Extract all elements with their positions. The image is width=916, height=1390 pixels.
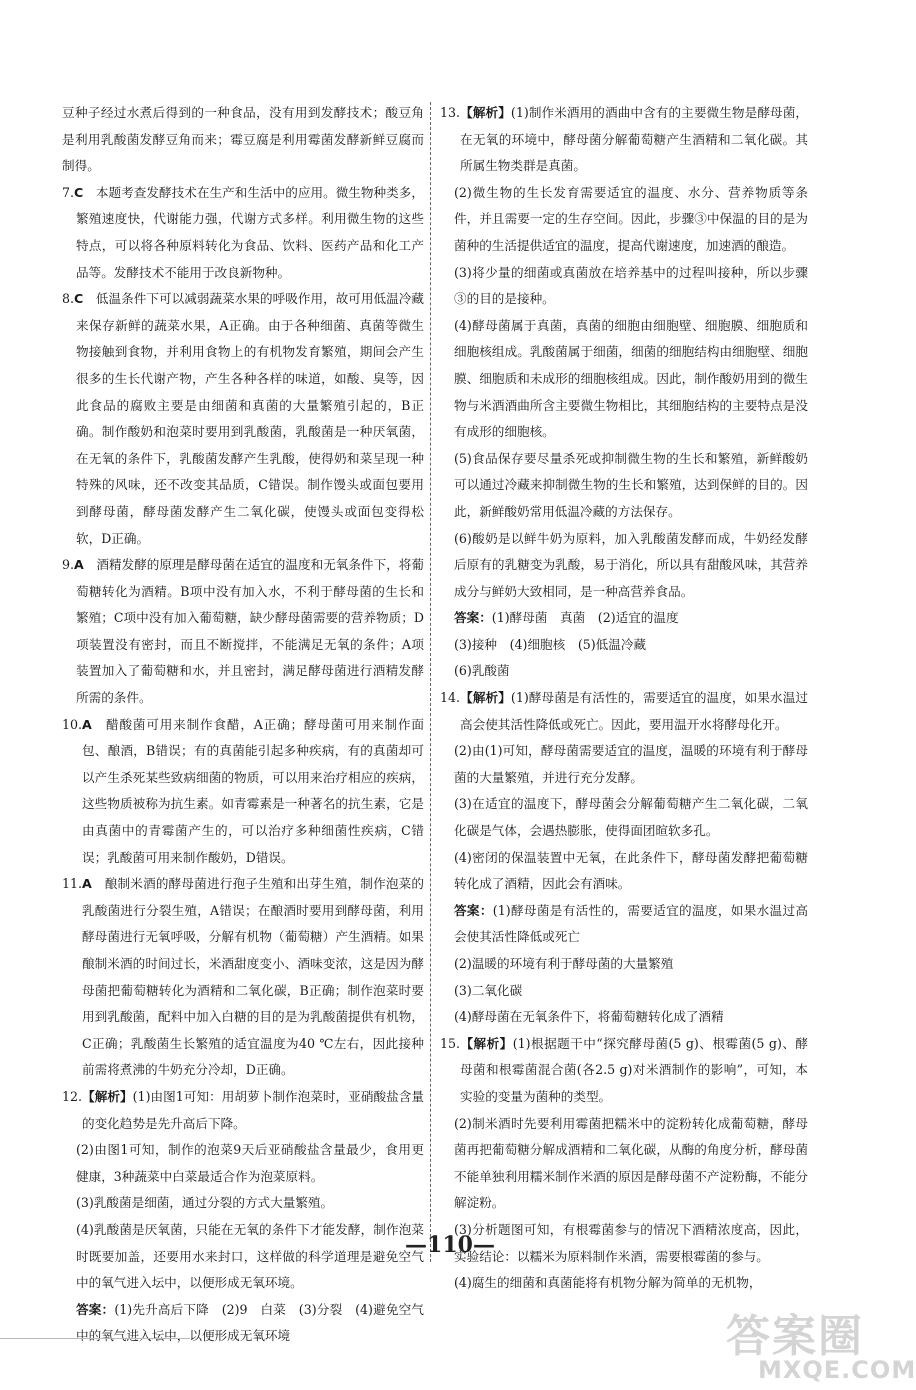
column-divider [430, 102, 431, 1262]
paragraph [440, 1111, 808, 1217]
paragraph [440, 685, 808, 738]
paragraph-text: 低温条件下可以减弱蔬菜水果的呼吸作用，故可用低温冷藏来保存新鲜的蔬菜水果，A正确。由于各种细菌、真菌等微生物接触到食物，并利用食物上的有机物发育繁殖，期间会产生很多的生长代谢产物，产生各种各样的味道，如酸、臭等，因此食品的腐败主要是由细菌和真菌的大量繁殖引起的，B正确。制作酸奶和泡菜时要用到乳酸菌，乳酸菌是一种厌氧菌，在无氧的条件下，乳酸菌发酵产生乳酸，使得奶和菜呈现一种特殊的风味，还不改变其品质，C错误。制作馒头或面包要用到酵母菌，酵母菌发酵产生二氧化碳，使馒头或面包变得松软，D正确。 [76, 291, 424, 546]
question-number: 8. [62, 291, 75, 307]
paragraph-text: (1)由图1可知：用胡萝卜制作泡菜时，亚硝酸盐含量的变化趋势是先升高后下降。 [82, 1088, 424, 1131]
paragraph [440, 791, 808, 844]
paragraph-text: (1)酵母菌是有活性的，需要适宜的温度，如果水温过高会使其活性降低或死亡 [454, 902, 809, 945]
paragraph-text: (4)酵母菌在无氧条件下，将葡萄糖转化成了酒精 [454, 1009, 724, 1025]
paragraph-text: (5)食品保存要尽量杀死或抑制微生物的生长和繁殖，新鲜酸奶可以通过冷藏来抑制微生物的生长和繁殖，达到保鲜的目的。因此，新鲜酸奶常用低温冷藏的方法保存。 [454, 450, 808, 519]
question-number: 11. [62, 876, 83, 892]
paragraph [62, 712, 424, 872]
watermark-url: MXQE.COM [758, 1356, 916, 1384]
paragraph [440, 313, 808, 446]
paragraph-text: (2)由(1)可知，酵母菌需要适宜的温度，温暖的环境有利于酵母菌的大量繁殖，并进行充分发酵。 [454, 743, 808, 785]
page-number: —110— [405, 1232, 495, 1258]
paragraph-text: (3)乳酸菌是细菌，通过分裂的方式大量繁殖。 [76, 1195, 334, 1211]
answer-key: 【解析】 [460, 1035, 513, 1051]
paragraph-text: (3)接种 (4)细胞核 (5)低温冷藏 [454, 636, 647, 652]
paragraph [440, 1270, 808, 1297]
paragraph-text: (1)酵母菌 真菌 (2)适宜的温度 [491, 610, 679, 626]
paragraph [440, 978, 808, 1005]
paragraph-text: (4)腐生的细菌和真菌能将有机物分解为简单的无机物， [454, 1275, 762, 1291]
answer-key: 答案： [454, 902, 493, 918]
paragraph-text: (3)将少量的细菌或真菌放在培养基中的过程叫接种，所以步骤③的目的是接种。 [454, 264, 808, 307]
answer-key: A [74, 557, 84, 573]
answer-key: 答案： [454, 610, 492, 626]
paragraph [62, 180, 424, 286]
paragraph-text: (1)根据题干中“探究酵母菌(5 g)、根霉菌(5 g)、酵母菌和根霉菌混合菌(各2.5 g)对米酒制作的影响”，可知，本实验的变量为菌种的类型。 [460, 1035, 808, 1104]
question-number: 13. [440, 105, 461, 120]
paragraph [440, 898, 808, 951]
paragraph-text: 本题考查发酵技术在生产和生活中的应用。微生物种类多，繁殖速度快，代谢能力强，代谢方式多样。利用微生物的这些特点，可以将各种原料转化为食品、饮料、医药产品和化工产品等。发酵技术不能用于改良新物种。 [76, 184, 424, 280]
question-number: 10. [62, 716, 83, 732]
paragraph-text: (2)温暖的环境有利于酵母菌的大量繁殖 [454, 956, 674, 971]
paragraph [440, 526, 808, 606]
paragraph-text: 豆种子经过水煮后得到的一种食品，没有用到发酵技术；酸豆角是利用乳酸菌发酵豆角而来；霉豆腐是利用霉菌发酵新鲜豆腐而制得。 [62, 105, 424, 174]
paragraph [440, 1031, 808, 1111]
answer-key: 【解析】 [82, 1088, 133, 1104]
paragraph-text: (2)由图1可知，制作的泡菜9天后亚硝酸盐含量最少，食用更健康，3种蔬菜中白菜最适合作为泡菜原料。 [76, 1142, 424, 1184]
paragraph-text: (4)酵母菌属于真菌，真菌的细胞由细胞壁、细胞膜、细胞质和细胞核组成。乳酸菌属于细菌，细菌的细胞结构由细胞壁、细胞膜、细胞质和未成形的细胞核组成。因此，制作酸奶用到的微生物与米酒酒曲所含主要微生物相比，其细胞结构的主要特点是没有成形的细胞核。 [454, 317, 808, 440]
footer-rule [0, 1338, 190, 1339]
answer-key: 【解析】 [460, 105, 511, 120]
paragraph [440, 738, 808, 791]
left-column [62, 100, 424, 1350]
question-number: 7. [62, 184, 75, 200]
paragraph-text: 酒精发酵的原理是酵母菌在适宜的温度和无氧条件下，将葡萄糖转化为酒精。B项中没有加入水，不利于酵母菌的生长和繁殖；C项中没有加入葡萄糖，缺少酵母菌需要的营养物质；D项装置没有密封，而且不断搅拌，不能满足无氧的条件；A项装置加入了葡萄糖和水，并且密封，满足酵母菌进行酒精发酵所需的条件。 [76, 557, 424, 706]
paragraph-text: (3)分析题图可知，有根霉菌参与的情况下酒精浓度高，因此，实验结论：以糯米为原料制作米酒，需要根霉菌的参与。 [454, 1221, 808, 1264]
paragraph-text: (6)乳酸菌 [454, 663, 510, 679]
right-column [440, 100, 808, 1297]
paragraph [440, 632, 808, 659]
paragraph-text: (1)酵母菌是有活性的，需要适宜的温度，如果水温过高会使其活性降低或死亡。因此，要用温开水将酵母化开。 [460, 690, 808, 732]
paragraph [440, 951, 808, 978]
paragraph [440, 180, 808, 260]
paragraph [440, 845, 808, 898]
paragraph-text: 醋酸菌可用来制作食醋，A正确；酵母菌可用来制作面包、酿酒，B错误；有的真菌能引起多种疾病，有的真菌却可以产生杀死某些致病细菌的物质，可以用来治疗相应的疾病，这些物质被称为抗生素。如青霉素是一种著名的抗生素，它是由真菌中的青霉菌产生的，可以治疗多种细菌性疾病，C错误；乳酸菌可用来制作酸奶，D错误。 [82, 716, 424, 865]
paragraph [62, 100, 424, 180]
answer-key: C [74, 184, 84, 200]
question-number: 14. [440, 690, 461, 706]
watermark-logo: 答案圈 [726, 1311, 864, 1362]
paragraph [62, 1190, 424, 1217]
answer-key: 答案： [76, 1301, 115, 1317]
paragraph-text: (1)制作米酒用的酒曲中含有的主要微生物是酵母菌，在无氧的环境中，酵母菌分解葡萄糖产生酒精和二氧化碳。其所属生物类群是真菌。 [460, 105, 808, 174]
paragraph [62, 1137, 424, 1190]
paragraph-text: (2)制米酒时先要利用霉菌把糯米中的淀粉转化成葡萄糖，酵母菌再把葡萄糖分解成酒精和二氧化碳，从酶的角度分析，酵母菌不能单独利用糯米制作米酒的原因是酵母菌不产淀粉酶，不能分解淀粉。 [454, 1115, 808, 1211]
paragraph [62, 552, 424, 712]
paragraph-text: 酿制米酒的酵母菌进行孢子生殖和出芽生殖，制作泡菜的乳酸菌进行分裂生殖，A错误；在酿酒时要用到酵母菌，利用酵母菌进行无氧呼吸，分解有机物（葡萄糖）产生酒精。如果酿制米酒的时间过长，米酒甜度变小、酒味变浓，这是因为酵母菌把葡萄糖转化为酒精和二氧化碳，B正确；制作泡菜时要用到乳酸菌，配料中加入白糖的目的是为乳酸菌提供有机物，C正确；乳酸菌生长繁殖的适宜温度为40 ℃左右，因此接种前需将煮沸的牛奶充分冷却，D正确。 [82, 876, 424, 1078]
paragraph [62, 871, 424, 1084]
paragraph-text: (3)二氧化碳 [454, 982, 523, 998]
paragraph-text: (6)酸奶是以鲜牛奶为原料，加入乳酸菌发酵而成，牛奶经发酵后原有的乳糖变为乳酸，易于消化，所以具有甜酸风味，其营养成分与鲜奶大致相同，是一种高营养食品。 [454, 530, 808, 599]
answer-key: A [82, 716, 92, 732]
question-number: 15. [440, 1035, 461, 1051]
answer-key: C [74, 291, 84, 307]
paragraph-text: (4)密闭的保温装置中无氧，在此条件下，酵母菌发酵把葡萄糖转化成了酒精，因此会有酒味。 [454, 849, 808, 892]
watermark [720, 1300, 916, 1388]
paragraph-text: (3)在适宜的温度下，酵母菌会分解葡萄糖产生二氧化碳，二氧化碳是气体，会遇热膨胀，使得面团暄软多孔。 [454, 796, 808, 839]
question-number: 12. [62, 1088, 83, 1104]
question-number: 9. [62, 557, 75, 573]
paragraph-text: (1)先升高后下降 (2)9 白菜 (3)分裂 (4)避免空气中的氧气进入坛中，以便形成无氧环境 [76, 1301, 425, 1344]
paragraph [440, 605, 808, 632]
paragraph [440, 1004, 808, 1031]
paragraph [440, 446, 808, 526]
answer-key: A [82, 876, 92, 892]
paragraph [440, 260, 808, 313]
paragraph [62, 1297, 424, 1350]
answer-key: 【解析】 [460, 690, 511, 706]
paragraph [62, 286, 424, 552]
paragraph-text: (4)乳酸菌是厌氧菌，只能在无氧的条件下才能发酵，制作泡菜时既要加盖，还要用水来封口，这样做的科学道理是避免空气中的氧气进入坛中，以便形成无氧环境。 [76, 1221, 424, 1291]
paragraph-text: (2)微生物的生长发育需要适宜的温度、水分、营养物质等条件，并且需要一定的生存空间。因此，步骤③中保温的目的是为菌种的生活提供适宜的温度，提高代谢速度，加速酒的酿造。 [454, 184, 808, 253]
paragraph [62, 1084, 424, 1137]
paragraph [440, 658, 808, 685]
paragraph [440, 100, 808, 180]
